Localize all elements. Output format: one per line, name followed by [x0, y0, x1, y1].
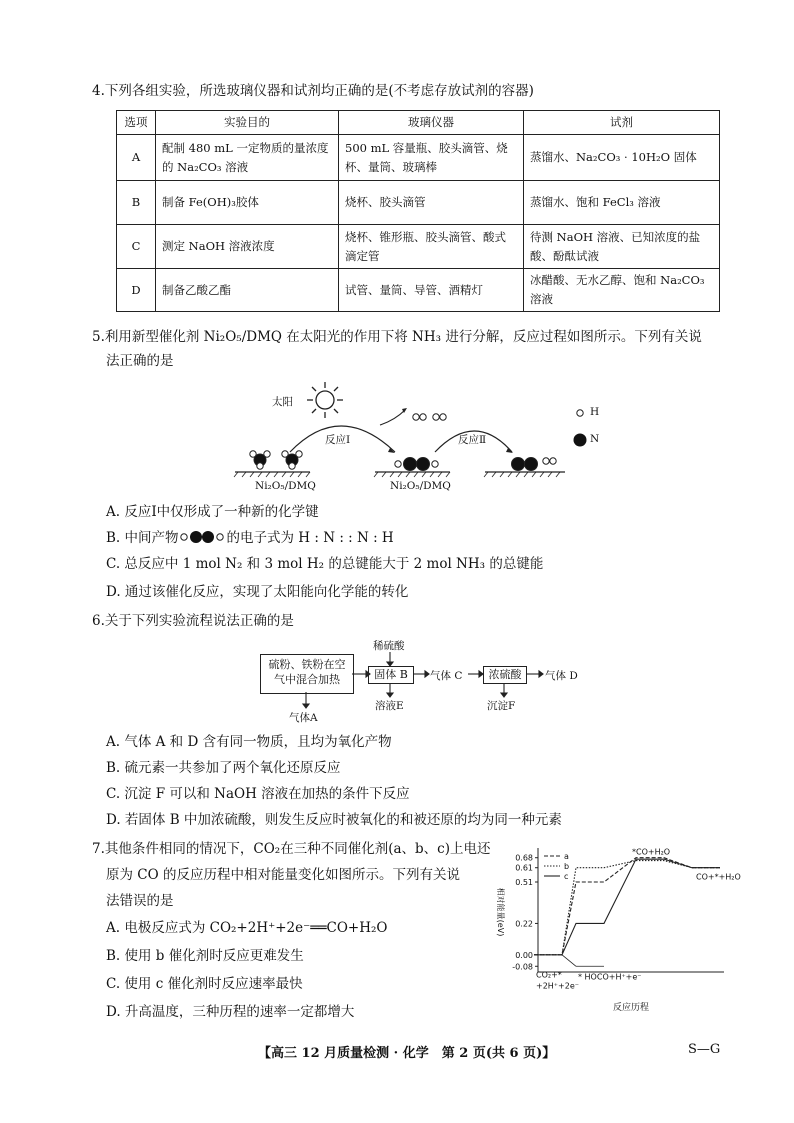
row-glass: 烧杯、胶头滴管: [339, 181, 524, 225]
page-footer: 【高三 12 月质量检测 · 化学 第 2 页(共 6 页)】: [258, 1046, 556, 1061]
series-line-a: [534, 858, 720, 955]
y-tick-label: 0.00: [515, 950, 533, 960]
legend-label-a: a: [564, 852, 569, 861]
dilute-acid-label: 稀硫酸: [373, 640, 405, 652]
gas-c-label: 气体 C: [430, 670, 463, 682]
row-option: C: [117, 225, 156, 269]
legend-n-label: N: [590, 433, 600, 445]
q6-flowchart: [255, 638, 595, 728]
series-line-c: [534, 859, 720, 955]
row-purpose: 制备 Fe(OH)₃胶体: [156, 181, 339, 225]
paper-code: S—G: [688, 1042, 721, 1057]
row-reagent: 蒸馏水、饱和 FeCl₃ 溶液: [524, 181, 720, 225]
y-tick-label: 0.68: [515, 853, 533, 863]
precipitate-f-label: 沉淀F: [487, 700, 516, 712]
row-reagent: 蒸馏水、Na₂CO₃ · 10H₂O 固体: [524, 135, 720, 181]
reaction-1-label: 反应Ⅰ: [325, 434, 351, 446]
y-tick-label: -0.08: [512, 962, 533, 972]
table-row: [117, 181, 720, 225]
row-purpose: 测定 NaOH 溶液浓度: [156, 225, 339, 269]
q5-option-a: A. 反应Ⅰ中仅形成了一种新的化学键: [106, 504, 319, 520]
flow-start-line1: 硫粉、铁粉在空: [268, 658, 346, 671]
conc-acid-box: 浓硫酸: [483, 666, 527, 684]
y-tick-label: 0.22: [515, 919, 533, 929]
reaction-2-label: 反应Ⅱ: [458, 434, 487, 446]
catalyst-label-left: Ni₂O₅/DMQ: [255, 480, 316, 492]
energy-profile-chart: [486, 840, 741, 1018]
baseline-dip: [562, 955, 576, 966]
col-header-purpose: 实验目的: [156, 111, 339, 135]
row-glass: 500 mL 容量瓶、胶头滴管、烧杯、量筒、玻璃棒: [339, 135, 524, 181]
table-row: [117, 135, 720, 181]
question-6-stem: 6.关于下列实验流程说法正确的是: [92, 613, 294, 629]
question-7-stem-line2: 原为 CO 的反应历程中相对能量变化如图所示。下列有关说: [106, 867, 460, 883]
x-axis-label: 反应历程: [612, 1003, 650, 1013]
y-tick-label: 0.51: [515, 878, 533, 887]
col-header-glass: 玻璃仪器: [339, 111, 524, 135]
question-7-stem-line3: 法错误的是: [106, 893, 174, 909]
stage-label-1: * HOCO+H⁺+e⁻: [578, 972, 642, 982]
sun-label: 太阳: [272, 396, 293, 408]
q5-option-d: D. 通过该催化反应，实现了太阳能向化学能的转化: [106, 584, 409, 600]
y-tick-label: 0.61: [515, 863, 533, 873]
row-glass: 烧杯、锥形瓶、胶头滴管、酸式滴定管: [339, 225, 524, 269]
q5-option-b: [106, 528, 394, 548]
gas-a-label: 气体A: [289, 712, 318, 724]
col-header-option: 选项: [117, 111, 156, 135]
catalyst-label-middle: Ni₂O₅/DMQ: [390, 480, 451, 492]
table-row: [117, 269, 720, 312]
solution-e-label: 溶液E: [375, 700, 404, 712]
y-axis-label: 相对能量(eV): [496, 887, 505, 937]
row-reagent: 待测 NaOH 溶液、已知浓度的盐酸、酚酞试液: [524, 225, 720, 269]
q7-option-b: B. 使用 b 催化剂时反应更难发生: [106, 948, 304, 964]
row-option: A: [117, 135, 156, 181]
stage-label-0a: CO₂+*: [536, 970, 562, 980]
q6-option-c: C. 沉淀 F 可以和 NaOH 溶液在加热的条件下反应: [106, 786, 410, 802]
gas-d-label: 气体 D: [545, 670, 578, 682]
flow-arrows: [255, 638, 595, 728]
legend-label-c: c: [564, 872, 569, 881]
row-option: B: [117, 181, 156, 225]
col-header-reagent: 试剂: [524, 111, 720, 135]
row-purpose: 制备乙酸乙酯: [156, 269, 339, 312]
question-5-stem-line2: 法正确的是: [106, 353, 174, 369]
legend-h-label: H: [590, 406, 600, 418]
q6-option-a: A. 气体 A 和 D 含有同一物质，且均为氧化产物: [106, 734, 392, 750]
legend-label-b: b: [564, 862, 570, 871]
q5-reaction-figure: [230, 380, 610, 498]
q7-option-d: D. 升高温度，三种历程的速率一定都增大: [106, 1004, 355, 1020]
stage-label-0b: +2H⁺+2e⁻: [536, 981, 579, 991]
q6-option-b: B. 硫元素一共参加了两个氧化还原反应: [106, 760, 341, 776]
stage-label-3: CO+*+H₂O: [696, 872, 741, 882]
row-reagent: 冰醋酸、无水乙醇、饱和 Na₂CO₃ 溶液: [524, 269, 720, 312]
question-4-stem: 4.下列各组实验，所选玻璃仪器和试剂均正确的是(不考虑存放试剂的容器): [92, 83, 534, 99]
question-5-stem-line1: 5.利用新型催化剂 Ni₂O₅/DMQ 在太阳光的作用下将 NH₃ 进行分解，反应过程如图所示。下列有关说: [92, 329, 702, 345]
q7-option-a: A. 电极反应式为 CO₂+2H⁺+2e⁻══CO+H₂O: [106, 920, 388, 936]
q6-option-d: D. 若固体 B 中加浓硫酸，则发生反应时被氧化的和被还原的均为同一种元素: [106, 812, 562, 828]
table-header-row: [117, 111, 720, 135]
row-option: D: [117, 269, 156, 312]
question-7-stem-line1: 7.其他条件相同的情况下，CO₂在三种不同催化剂(a、b、c)上电还: [92, 841, 491, 857]
row-glass: 试管、量筒、导管、酒精灯: [339, 269, 524, 312]
solid-b-box: 固体 B: [368, 666, 414, 684]
stage-label-2: *CO+H₂O: [632, 847, 671, 857]
experiment-table: [116, 110, 720, 312]
q7-option-c: C. 使用 c 催化剂时反应速率最快: [106, 976, 303, 992]
hn-nh-molecule-icon: [179, 530, 227, 544]
row-purpose: 配制 480 mL 一定物质的量浓度的 Na₂CO₃ 溶液: [156, 135, 339, 181]
table-row: [117, 225, 720, 269]
q5-option-b-tail: 的电子式为 H : N : : N : H: [226, 530, 394, 546]
q5-option-c: C. 总反应中 1 mol N₂ 和 3 mol H₂ 的总键能大于 2 mol NH₃ 的总键能: [106, 556, 544, 572]
series-line-b: [534, 861, 720, 955]
flow-start-line2: 气中混合加热: [274, 673, 340, 686]
q5-option-b-lead: B. 中间产物: [106, 530, 179, 546]
